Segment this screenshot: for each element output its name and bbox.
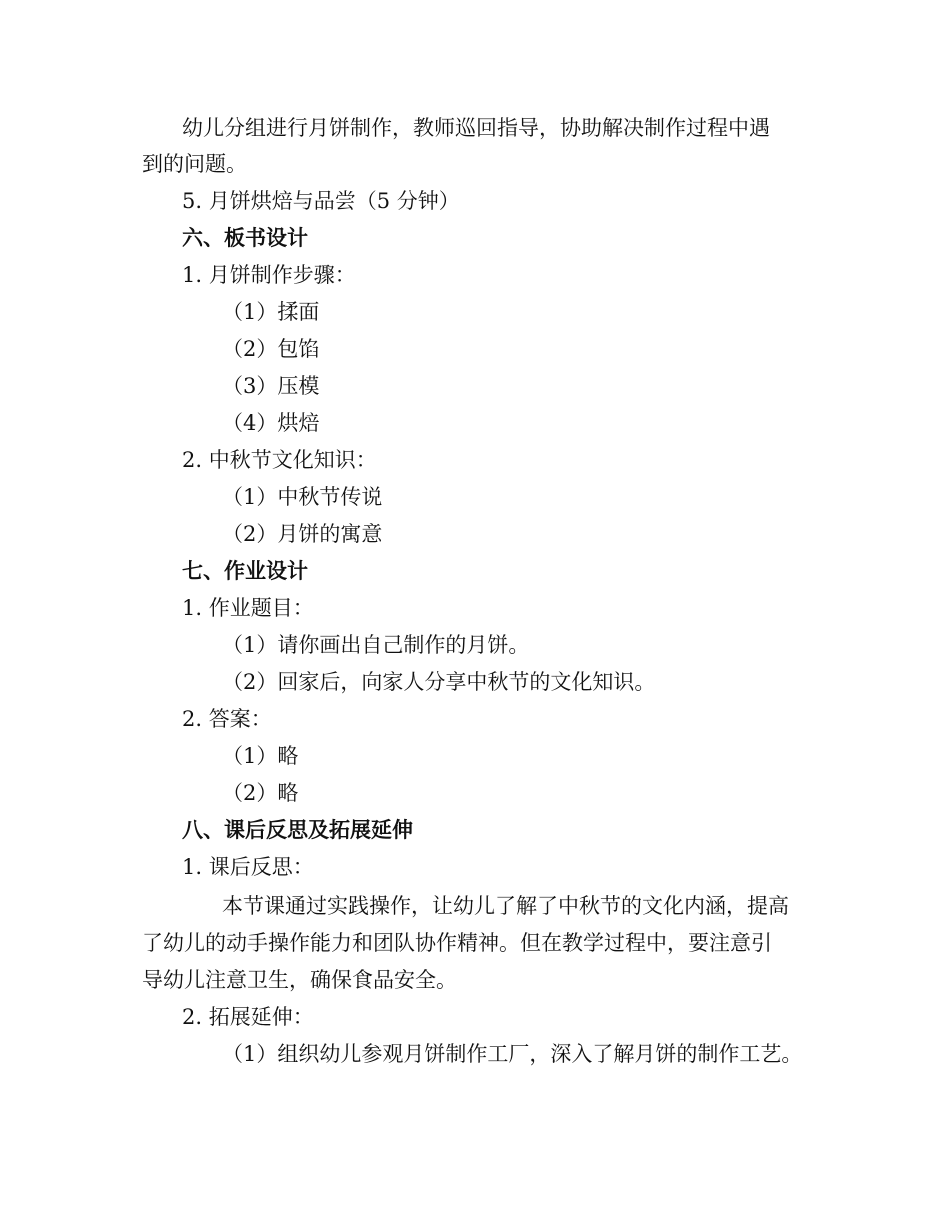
list-item: 5. 月饼烘焙与品尝（5 分钟） [182, 189, 460, 213]
section-heading: 七、作业设计 [182, 559, 308, 583]
list-item: 2. 中秋节文化知识： [182, 448, 377, 472]
sub-list-item: （2）略 [222, 781, 299, 805]
sub-list-item: （1）略 [222, 744, 299, 768]
paragraph-line: 了幼儿的动手操作能力和团队协作精神。但在教学过程中，要注意引 [142, 931, 772, 955]
list-item: 1. 月饼制作步骤： [182, 263, 356, 287]
sub-list-item: （2）月饼的寓意 [222, 522, 383, 546]
paragraph-line: 导幼儿注意卫生，确保食品安全。 [142, 968, 457, 992]
sub-list-item: （1）揉面 [222, 300, 320, 324]
sub-list-item: （2）包馅 [222, 337, 320, 361]
list-item: 2. 答案： [182, 707, 272, 731]
paragraph-line: 本节课通过实践操作，让幼儿了解了中秋节的文化内涵，提高 [222, 894, 789, 918]
sub-list-item: （1）中秋节传说 [222, 485, 383, 509]
list-item: 2. 拓展延伸： [182, 1005, 314, 1029]
list-item: 1. 课后反思： [182, 855, 314, 879]
paragraph-line: 幼儿分组进行月饼制作，教师巡回指导，协助解决制作过程中遇 [182, 116, 770, 140]
list-item: 1. 作业题目： [182, 596, 314, 620]
section-heading: 六、板书设计 [182, 226, 308, 250]
sub-list-item: （1）请你画出自己制作的月饼。 [222, 633, 530, 657]
paragraph-line: 到的问题。 [142, 152, 247, 176]
sub-list-item: （2）回家后，向家人分享中秋节的文化知识。 [222, 670, 656, 694]
section-heading: 八、课后反思及拓展延伸 [182, 818, 413, 842]
sub-list-item: （4）烘焙 [222, 411, 320, 435]
sub-list-item: （1）组织幼儿参观月饼制作工厂，深入了解月饼的制作工艺。 [222, 1042, 803, 1066]
sub-list-item: （3）压模 [222, 374, 320, 398]
